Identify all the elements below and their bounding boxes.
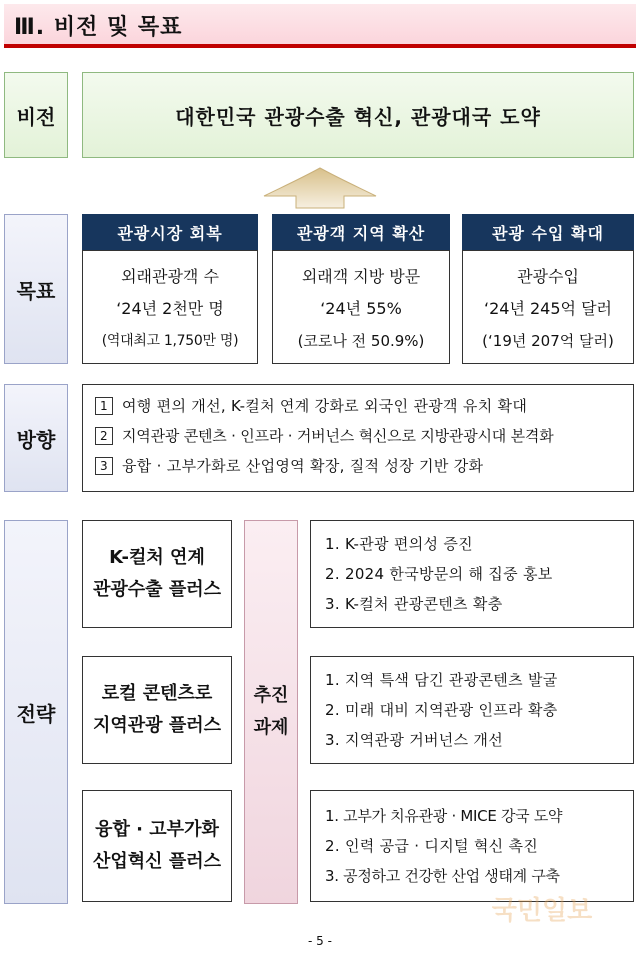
goal-3-line-1: 관광수입 bbox=[517, 267, 579, 286]
task-3-3: 3. 공정하고 건강한 산업 생태계 구축 bbox=[325, 867, 560, 885]
strategy-2: 로컬 콘텐츠로 지역관광 플러스 bbox=[82, 656, 232, 764]
goal-1-line-1: 외래관광객 수 bbox=[121, 267, 219, 286]
tasks-label: 추진 과제 bbox=[244, 520, 298, 904]
task-1-1: 1. K-관광 편의성 증진 bbox=[325, 535, 473, 553]
task-box-1 bbox=[310, 520, 634, 628]
direction-label: 방향 bbox=[4, 384, 68, 492]
strategy-1: K-컬처 연계 관광수출 플러스 bbox=[82, 520, 232, 628]
goal-body-3 bbox=[462, 250, 634, 364]
goal-2-line-3: (코로나 전 50.9%) bbox=[297, 332, 425, 350]
goal-1-line-3: (역대최고 1,750만 명) bbox=[101, 333, 239, 349]
section-title: Ⅲ. 비전 및 목표 bbox=[14, 15, 183, 40]
task-1-3: 3. K-컬처 관광콘텐츠 확충 bbox=[325, 595, 503, 613]
direction-item-2: 2 지역관광 콘텐츠 · 인프라 · 거버넌스 혁신으로 지방관광시대 본격화 bbox=[95, 425, 633, 455]
up-arrow-icon bbox=[262, 166, 378, 210]
goals-label: 목표 bbox=[4, 214, 68, 364]
page-number: - 5 - bbox=[308, 934, 332, 948]
goal-body-1 bbox=[82, 250, 258, 364]
direction-number-3: 3 bbox=[95, 457, 113, 475]
goal-2-line-2: ‘24년 55% bbox=[320, 299, 402, 318]
goal-1-line-2: ‘24년 2천만 명 bbox=[116, 299, 224, 318]
goal-2-line-1: 외래객 지방 방문 bbox=[301, 267, 421, 286]
task-3-2: 2. 인력 공급 · 디지털 혁신 촉진 bbox=[325, 837, 539, 855]
goal-header-3: 관광 수입 확대 bbox=[462, 214, 634, 250]
task-2-1: 1. 지역 특색 담긴 관광콘텐츠 발굴 bbox=[325, 671, 558, 689]
task-box-2 bbox=[310, 656, 634, 764]
goal-body-2 bbox=[272, 250, 450, 364]
task-box-3 bbox=[310, 790, 634, 902]
goal-3-line-3: (‘19년 207억 달러) bbox=[482, 332, 614, 350]
goal-3-line-2: ‘24년 245억 달러 bbox=[484, 299, 612, 318]
task-1-2: 2. 2024 한국방문의 해 집중 홍보 bbox=[325, 565, 553, 583]
direction-number-2: 2 bbox=[95, 427, 113, 445]
direction-box bbox=[82, 384, 634, 492]
task-2-2: 2. 미래 대비 지역관광 인프라 확충 bbox=[325, 701, 558, 719]
task-3-1: 1. 고부가 치유관광 · MICE 강국 도약 bbox=[325, 807, 563, 825]
strategy-label: 전략 bbox=[4, 520, 68, 904]
direction-number-1: 1 bbox=[95, 397, 113, 415]
direction-item-3: 3 융합 · 고부가화로 산업영역 확장, 질적 성장 기반 강화 bbox=[95, 455, 633, 485]
goal-header-1: 관광시장 회복 bbox=[82, 214, 258, 250]
direction-item-1: 1 여행 편의 개선, K-컬처 연계 강화로 외국인 관광객 유치 확대 bbox=[95, 395, 633, 425]
task-2-3: 3. 지역관광 거버넌스 개선 bbox=[325, 731, 504, 749]
goal-header-2: 관광객 지역 확산 bbox=[272, 214, 450, 250]
watermark-logo: 국민일보 bbox=[491, 895, 593, 926]
strategy-3: 융합 · 고부가화 산업혁신 플러스 bbox=[82, 790, 232, 902]
vision-label: 비전 bbox=[4, 72, 68, 158]
vision-statement: 대한민국 관광수출 혁신, 관광대국 도약 bbox=[82, 72, 634, 158]
